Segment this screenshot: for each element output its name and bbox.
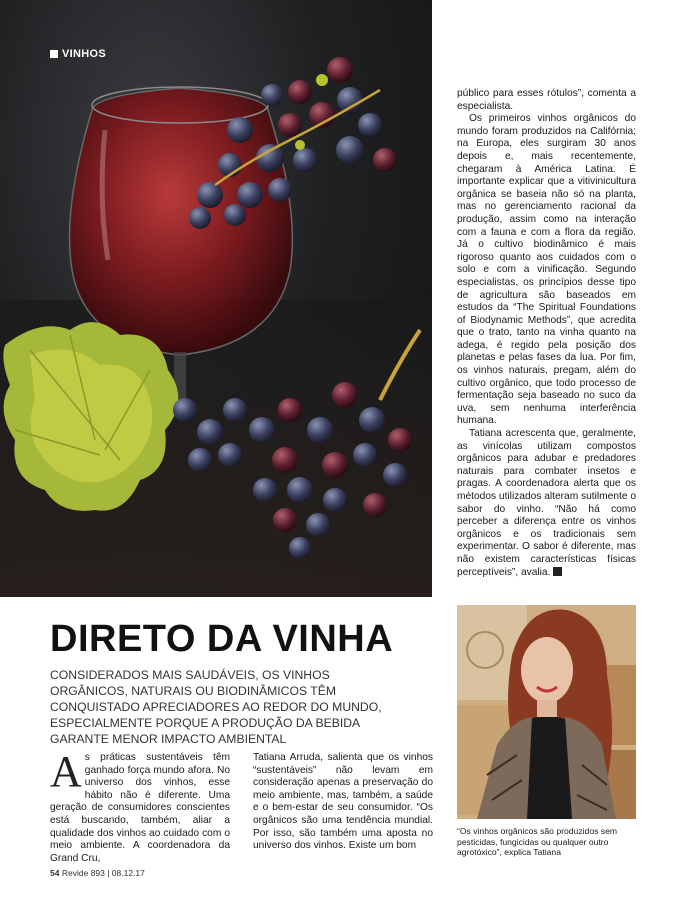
photo-caption: “Os vinhos orgânicos são produzidos sem pesticidas, fungicidas ou qualquer outro agrotóxico”, explica Tatiana [457,826,618,857]
page-footer [50,868,145,878]
drop-cap: A [50,747,82,796]
paragraph-text: Tatiana Arruda, salienta que os vinhos “sustentáveis” não levam em consideração apenas a preservação do meio ambiente, mas, também, a saúde e o bem-estar de seu consumidor. “Os orgânicos são uma tendência mundial. Por isso, são também uma aposta no universo dos vinhos. Existe um bom [253,752,433,852]
article-column-1 [50,747,230,865]
article-column-2 [253,752,433,853]
article-column-right [457,88,636,579]
page-number: 54 [50,868,60,878]
portrait-photo [457,605,636,819]
section-tag [50,48,106,60]
square-bullet-icon [50,50,58,58]
section-label: VINHOS [62,48,106,60]
paragraph [457,428,636,579]
paragraph: Os primeiros vinhos orgânicos do mundo foram produzidos na Califórnia; na Europa, eles surgiram 30 anos depois e, mais recentemente, chegaram à América Latina. É importante explicar que a vitivinicultura orgânica se baseia não só na planta, mas no gerenciamento racional da produção, assim como na interação com a fauna e com a flora da região. Já o cultivo biodinâmico é mais rigoroso quanto aos cuidados com o solo e com a vinificação. Segundo especialistas, os princípios desse tipo de agricultura são baseados em estudos da “The Spiritual Foundations of Biodynamic Methods”, que acredita que o trato, tanto na vinha quanto na adega, é regido pela posição dos planetas e pelas fases da lua. Por fim, os vinhos naturais, pregam, além do cultivo orgânico, que todo processo de fermentação seja baseado no suco da uva, sem nenhuma interferência humana. [457,113,636,427]
issue-info: Revide 893 | 08.12.17 [61,868,145,878]
article-subtitle: CONSIDERADOS MAIS SAUDÁVEIS, OS VINHOS ORGÂNICOS, NATURAIS OU BIODINÂMICOS TÊM CONQUISTADO APRECIADORES AO REDOR DO MUNDO, ESPECIALMENTE PORQUE A PRODUÇÃO DA BEBIDA GARANTE MENOR IMPACTO AMBIENTAL [50,668,382,746]
paragraph-text: s práticas sustentáveis têm ganhado força mundo afora. No universo dos vinhos, esse hábito não é diferente. Uma geração de consumidores conscientes está buscando, também, aliar a qualidade dos vinhos ao cuidado com o meio ambiente. A coordenadora da Grand Cru, [50,752,230,864]
article-title: DIRETO DA VINHA [50,618,394,660]
portrait-illustration [457,605,636,819]
wine-illustration [0,0,432,597]
paragraph-text: Tatiana acrescenta que, geralmente, as vinícolas utilizam compostos orgânicos para adubar e predadores naturais para combater insetos e pragas. A coordenadora alerta que os métodos utilizados alteram sutilmente o sabor do vinho. “Não há como perceber a diferença entre os vinhos orgânicos e os tradicionais sem experimentar. O sabor é diferente, mas não existem características físicas perceptíveis”, avalia. [457,428,636,578]
end-mark-icon: r [553,567,562,576]
paragraph: público para esses rótulos”, comenta a especialista. [457,88,636,112]
hero-photo-wine-glass-grapes [0,0,432,597]
